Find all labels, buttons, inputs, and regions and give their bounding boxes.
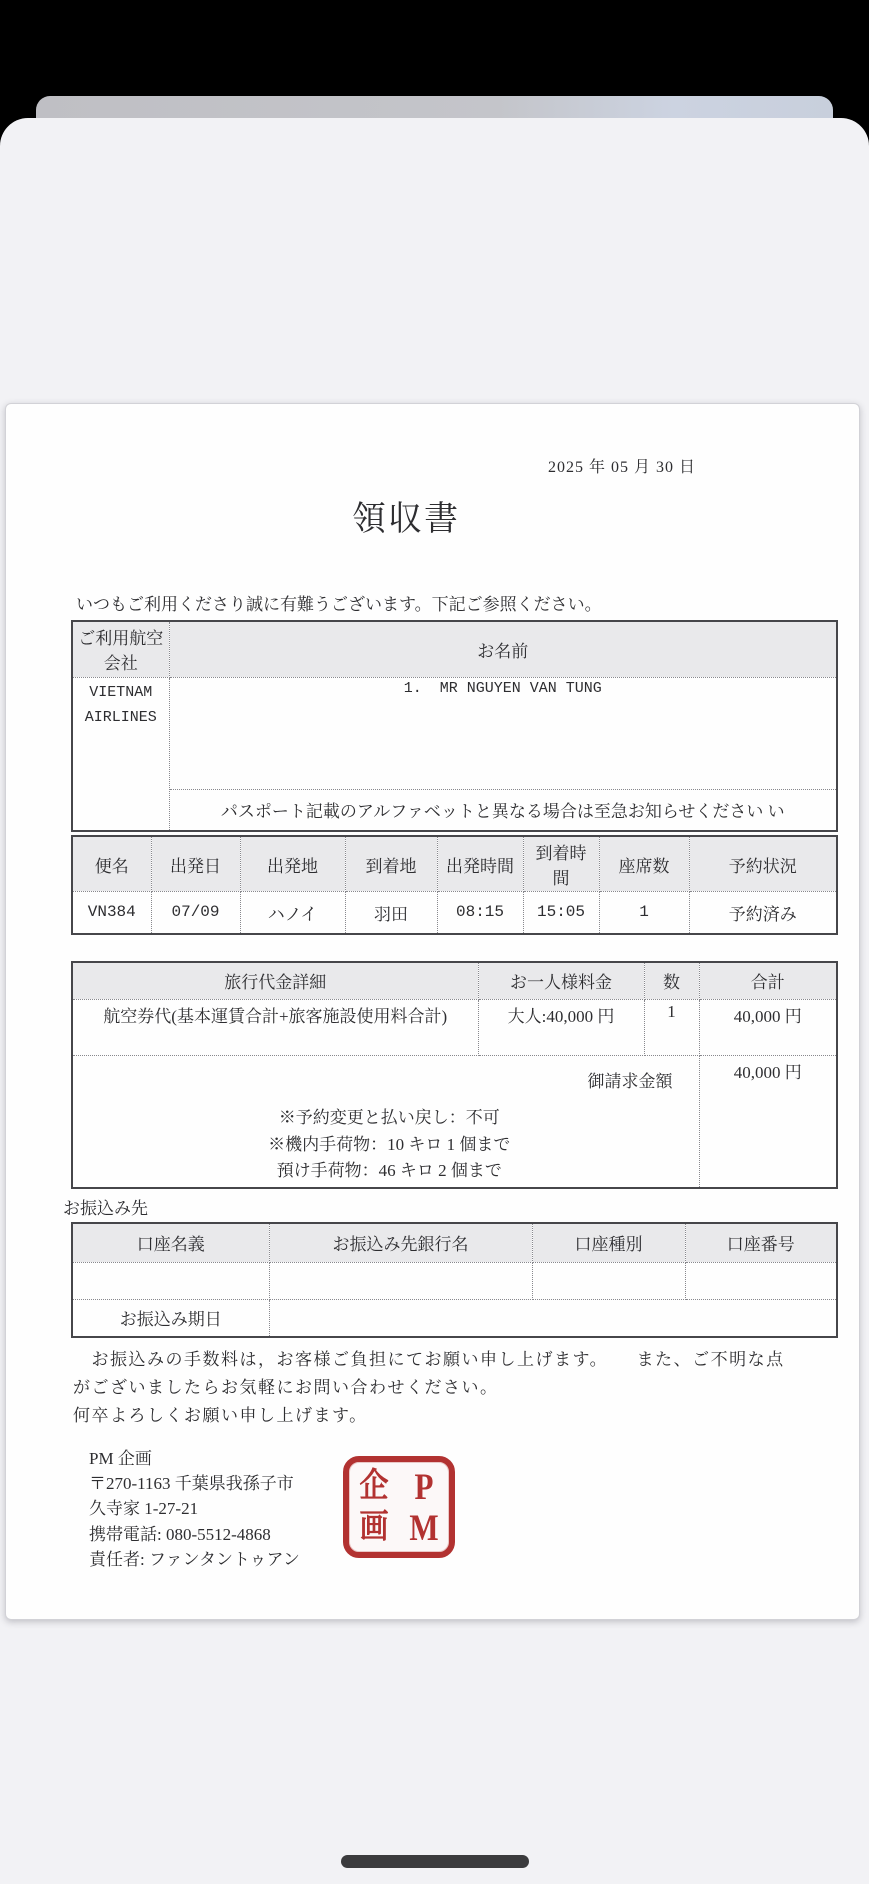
company-name: PM 企画 <box>89 1448 152 1468</box>
flight-dep-date-cell: 07/09 <box>151 892 240 934</box>
company-phone: 携帯電話: 080-5512-4868 <box>89 1524 271 1544</box>
bank-account-name-cell <box>72 1263 269 1300</box>
invoice-and-notes-cell <box>72 1056 699 1188</box>
company-info-block <box>89 1446 341 1573</box>
bank-account-type-cell <box>532 1263 685 1300</box>
bank-table <box>71 1222 838 1338</box>
greeting-text: いつもご利用くださり誠に有難うございます。下記ご参照ください。 <box>76 595 602 614</box>
flight-header-dep-time: 出発時間 <box>437 836 523 892</box>
flight-number-cell: VN384 <box>72 892 151 934</box>
bank-account-number-cell <box>685 1263 837 1300</box>
price-header-count: 数 <box>644 962 699 1000</box>
seal-char-left-top: 企 <box>359 1467 389 1504</box>
flight-header-dep-date: 出発日 <box>151 836 240 892</box>
passenger-table <box>71 620 838 832</box>
bank-header-account-type: 口座種別 <box>532 1223 685 1263</box>
issue-date: 2025 年 05 月 30 日 <box>547 459 696 476</box>
flight-header-destination: 到着地 <box>345 836 437 892</box>
passenger-name-cell: 1. MR NGUYEN VAN TUNG <box>169 677 837 789</box>
note-cabin-baggage: ※機内手荷物：10 キロ 1 個まで <box>268 1134 511 1154</box>
flight-table <box>71 835 838 935</box>
bank-due-date-label: お振込み期日 <box>72 1300 269 1337</box>
seal-char-left-bottom: 画 <box>359 1508 389 1545</box>
flight-status-cell: 予約済み <box>689 892 837 934</box>
price-header-per-person: お一人様料金 <box>478 962 644 1000</box>
company-postal-address: 〒270-1163 千葉県我孫子市 <box>89 1473 294 1493</box>
bank-header-account-name: 口座名義 <box>72 1223 269 1263</box>
name-column-header: お名前 <box>169 621 837 677</box>
flight-dep-time-cell: 08:15 <box>437 892 523 934</box>
invoice-amount-value: 40,000 円 <box>699 1056 837 1188</box>
price-header-total: 合計 <box>699 962 837 1000</box>
note-checked-baggage: 預け手荷物：46 キロ 2 個まで <box>276 1161 502 1180</box>
receipt-document <box>5 403 860 1620</box>
price-header-detail: 旅行代金詳細 <box>72 962 478 1000</box>
seal-char-right-bottom: M <box>409 1506 439 1548</box>
flight-seats-cell: 1 <box>599 892 689 934</box>
flight-destination-cell: 羽田 <box>345 892 437 934</box>
airline-name-cell: VIETNAM AIRLINES <box>72 677 169 831</box>
closing-line-2: がございましたらお気軽にお問い合わせください。 <box>73 1377 499 1397</box>
flight-origin-cell: ハノイ <box>240 892 345 934</box>
home-indicator[interactable] <box>341 1855 529 1868</box>
flight-arr-time-cell: 15:05 <box>523 892 599 934</box>
passport-note-cell: パスポート記載のアルファベットと異なる場合は至急お知らせください い <box>169 789 837 831</box>
flight-header-seats: 座席数 <box>599 836 689 892</box>
price-count-cell: 1 <box>644 1000 699 1056</box>
flight-header-arr-time: 到着時間 <box>523 836 599 892</box>
closing-line-1: お振込みの手数料は，お客様ご負担にてお願い申し上げます。 また、ご不明な点 <box>73 1349 785 1369</box>
price-item-cell: 航空券代(基本運賃合計+旅客施設使用料合計) <box>72 1000 478 1056</box>
price-per-person-cell: 大人:40,000 円 <box>478 1000 644 1056</box>
bank-header-account-number: 口座番号 <box>685 1223 837 1263</box>
bank-section-label: お振込み先 <box>63 1198 148 1218</box>
company-seal-stamp <box>343 1456 455 1558</box>
price-table <box>71 961 838 1189</box>
flight-header-origin: 出発地 <box>240 836 345 892</box>
bank-header-bank-name: お振込み先銀行名 <box>269 1223 532 1263</box>
bank-bank-name-cell <box>269 1263 532 1300</box>
document-preview-sheet[interactable] <box>0 118 869 1884</box>
bank-due-date-value-cell <box>269 1300 837 1337</box>
flight-header-status: 予約状況 <box>689 836 837 892</box>
document-title: 領収書 <box>352 501 460 538</box>
company-manager: 責任者: ファンタントゥアン <box>89 1550 300 1570</box>
airline-column-header: ご利用航空会社 <box>72 621 169 677</box>
company-address-line2: 久寺家 1-27-21 <box>89 1499 199 1519</box>
price-total-cell: 40,000 円 <box>699 1000 837 1056</box>
flight-header-number: 便名 <box>72 836 151 892</box>
closing-line-3: 何卒よろしくお願い申し上げます。 <box>73 1405 368 1425</box>
seal-char-right-top: P <box>414 1465 434 1507</box>
invoice-amount-label: 御請求金額 <box>587 1072 673 1091</box>
note-change-refund: ※予約変更と払い戻し：不可 <box>278 1108 500 1127</box>
